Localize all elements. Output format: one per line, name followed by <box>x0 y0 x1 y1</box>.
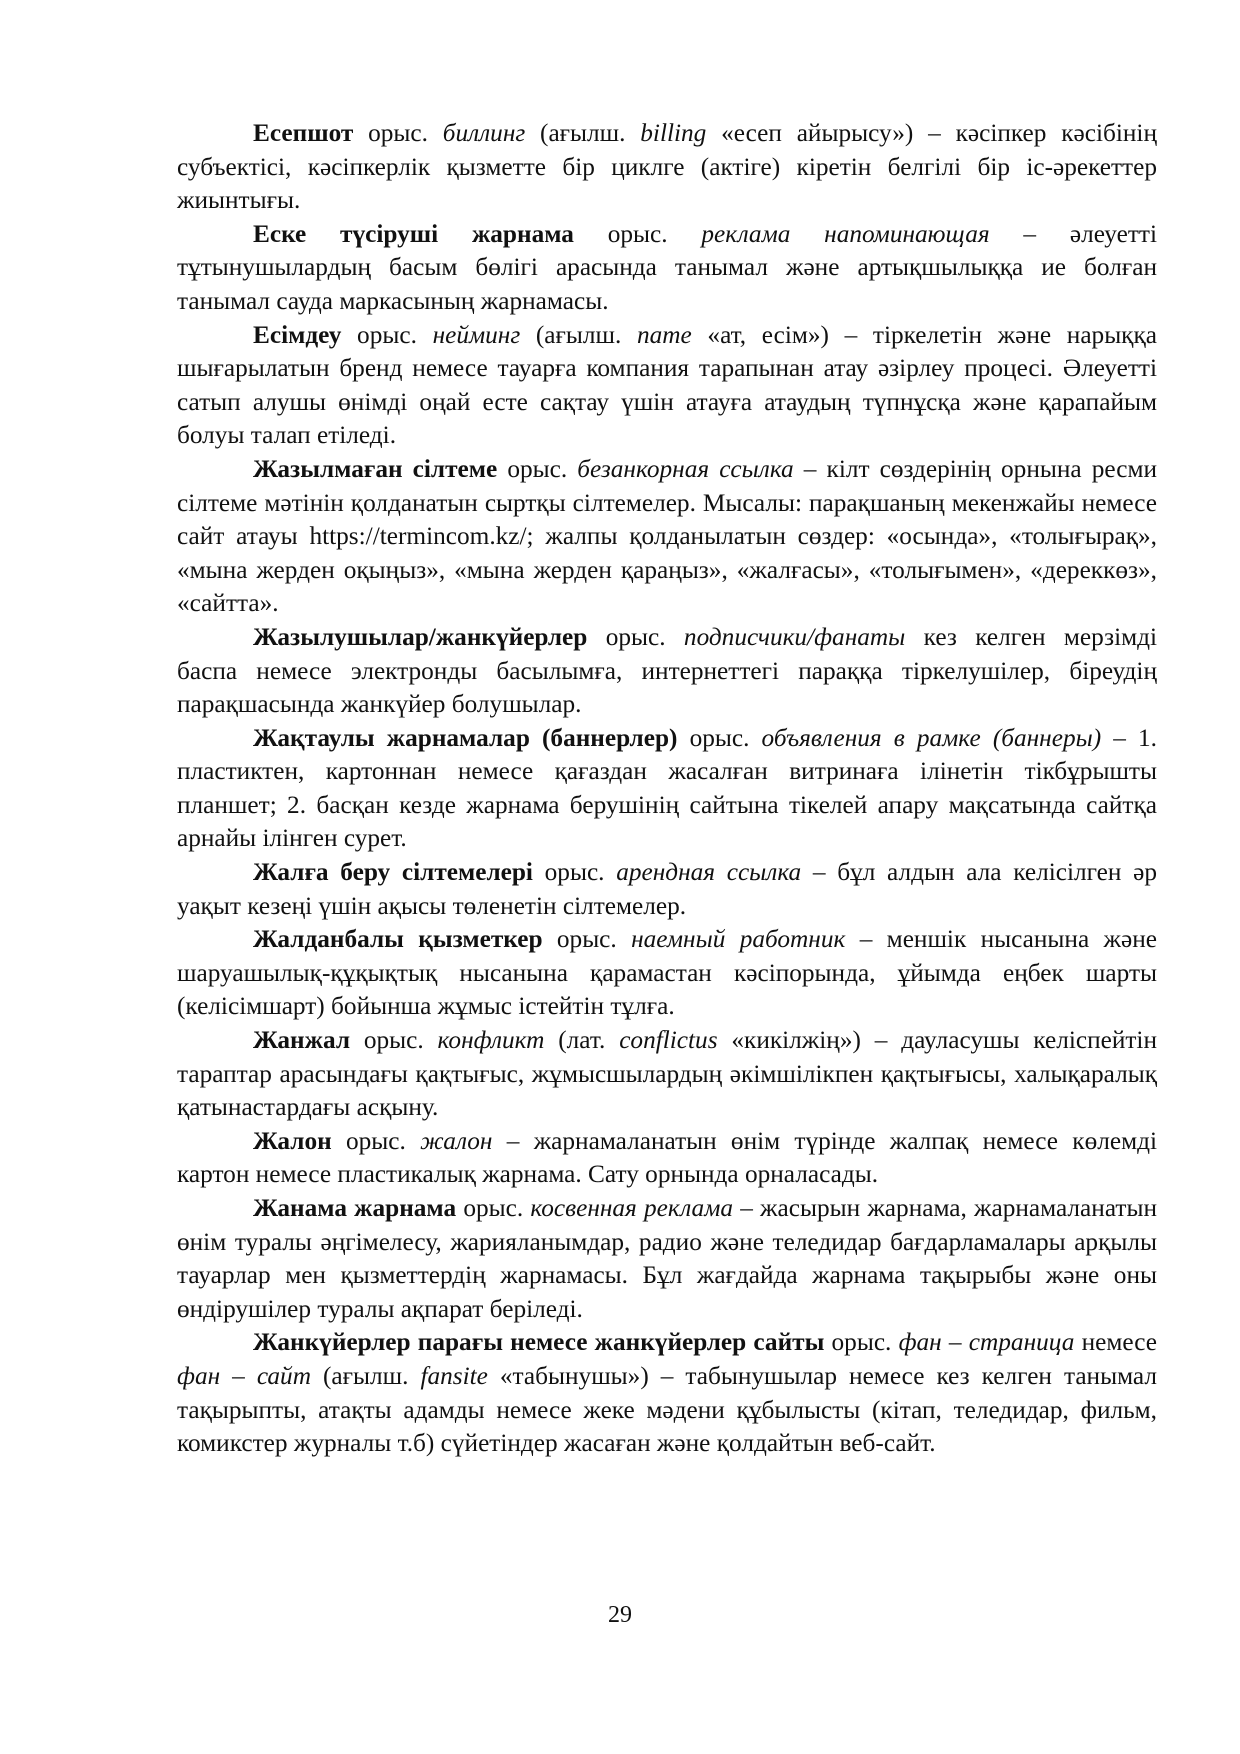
page-number: 29 <box>608 1602 632 1628</box>
entry-term-translation: объявления в рамке (баннеры) <box>761 723 1102 752</box>
entry-text: орыс. <box>587 622 684 651</box>
entry-term: Есімдеу <box>253 320 342 349</box>
glossary-entry <box>177 1326 1157 1460</box>
entry-text: – кілт сөздерінің орнына ресми сілтеме мәтінін қолданатын сыртқы сілтемелер. Мысалы: парақшаның мекенжайы немесе сайт атауы https://termincom.kz/; жалпы қолданылатын сөздер: «осында», «толығырақ», «мына жерден оқыңыз», «мына жерден қараңыз», «жалғасы», «толығымен», «дереккөз», «сайтта». <box>177 454 1158 618</box>
entry-term-translation: арендная ссылка <box>616 858 802 887</box>
entry-text: кез келген мерзімді баспа немесе электронды басылымға, интернеттегі параққа тіркелушілер, біреудің парақшасында жанкүйер болушылар. <box>177 622 1158 719</box>
page-body-text <box>177 117 1157 1461</box>
entry-text: орыс. <box>824 1328 899 1357</box>
entry-term: Жалға беру сілтемелері <box>253 858 533 887</box>
entry-term-translation: жалон <box>420 1126 493 1155</box>
entry-term: Жанжал <box>253 1026 351 1055</box>
entry-text: орыс. <box>532 858 617 887</box>
entry-text: немесе <box>1074 1328 1157 1357</box>
entry-text: орыс. <box>350 1026 438 1055</box>
entry-term: Жазылмаған сілтеме <box>253 454 498 483</box>
entry-term: Жанкүйерлер парағы немесе жанкүйерлер сайты <box>253 1328 825 1357</box>
entry-term: Жазылушылар/жанкүйерлер <box>253 622 588 651</box>
entry-term: Еске түсіруші жарнама <box>253 219 574 248</box>
entry-text: орыс. <box>497 454 578 483</box>
entry-text: – жасырын жарнама, жарнамаланатын өнім туралы әңгімелесу, жарияланымдар, радио және теледидар бағдарламалары арқылы тауарлар мен қызметтердің жарнамасы. Бұл жағдайда жарнама тақырыбы және оны өндірушілер туралы ақпарат беріледі. <box>177 1194 1157 1323</box>
entry-text: (ағылш. <box>525 119 641 147</box>
glossary-entry <box>177 1192 1157 1326</box>
entry-text: орыс. <box>542 925 632 954</box>
entry-term: Жанама жарнама <box>253 1194 457 1222</box>
entry-term-translation: fansite <box>420 1361 488 1390</box>
entry-text: орыс. <box>456 1194 531 1222</box>
entry-text: «табынушы») – табынушылар немесе кез келген танымал тақырыпты, атақты адамды немесе жеке мәдени құбылысты (кітап, теледидар, фильм, комикстер журналы т.б) сүйетіндер жасаған және қолдайтын веб-сайт. <box>177 1361 1158 1458</box>
entry-term-translation: биллинг <box>442 119 526 147</box>
entry-text: «есеп айырысу») – кәсіпкер кәсібінің субъектісі, кәсіпкерлік қызметте бір циклге (актіге) кіретін белгілі бір іс-әрекеттер жиынтығы. <box>177 119 1157 215</box>
entry-text: орыс. <box>331 1126 421 1155</box>
entry-term-translation: безанкорная ссылка <box>577 454 794 483</box>
entry-text: (ағылш. <box>310 1361 421 1390</box>
glossary-entry <box>177 319 1157 453</box>
entry-term-translation: нейминг <box>432 320 521 349</box>
entry-text: орыс. <box>677 723 762 752</box>
glossary-entry <box>177 218 1157 319</box>
entry-text: орыс. <box>353 119 443 147</box>
entry-term-translation: conflictus <box>619 1026 718 1055</box>
glossary-entry <box>177 722 1157 856</box>
glossary-entry <box>177 923 1157 1024</box>
entry-term: Жалданбалы қызметкер <box>253 925 543 954</box>
glossary-entry <box>177 453 1157 621</box>
entry-term-translation: фан – сайт <box>177 1361 311 1390</box>
entry-term-translation: конфликт <box>437 1026 545 1055</box>
entry-term-translation: фан – страница <box>898 1328 1075 1357</box>
entry-term: Жалон <box>253 1126 332 1155</box>
entry-term: Жақтаулы жарнамалар (баннерлер) <box>253 723 678 752</box>
entry-text: (ағылш. <box>520 320 637 349</box>
entry-text: «ат, есім») – тіркелетін және нарыққа шығарылатын бренд немесе тауарға компания тарапынан атау әзірлеу процесі. Әлеуетті сатып алушы өнімді оңай есте сақтау үшін атауға атаудың түпнұсқа және қарапайым болуы талап етіледі. <box>177 320 1157 450</box>
glossary-entry <box>177 1024 1157 1125</box>
entry-term-translation: наемный работник <box>631 925 846 954</box>
entry-text: «кикілжің») – дауласушы келіспейтін тараптар арасындағы қақтығыс, жұмысшылардың әкімшілікпен қақтығысы, халықаралық қатынастардағы асқыну. <box>177 1026 1157 1122</box>
entry-term-translation: реклама напоминающая <box>701 219 990 248</box>
entry-text: – әлеуетті тұтынушылардың басым бөлігі арасында танымал және артықшылыққа ие болған танымал сауда маркасының жарнамасы. <box>177 219 1157 315</box>
glossary-entry <box>177 621 1157 722</box>
entry-term: Есепшот <box>253 119 354 147</box>
entry-text: – жарнамаланатын өнім түрінде жалпақ немесе көлемді картон немесе пластикалық жарнама. Сату орнында орналасады. <box>177 1126 1157 1189</box>
entry-text: – 1. пластиктен, картоннан немесе қағаздан жасалған витринаға ілінетін тікбұрышты планшет; 2. басқан кезде жарнама берушінің сайтына тікелей апару мақсатында сайтқа арнайы ілінген сурет. <box>177 723 1157 853</box>
entry-text: – бұл алдын ала келісілген әр уақыт кезеңі үшін ақысы төленетін сілтемелер. <box>177 858 1158 920</box>
glossary-entry <box>177 856 1157 923</box>
glossary-entry <box>177 117 1157 218</box>
entry-term-translation: подписчики/фанаты <box>683 622 906 651</box>
entry-term-translation: косвенная реклама <box>530 1194 734 1222</box>
entry-term-translation: billing <box>640 119 707 147</box>
entry-text: орыс. <box>573 219 702 248</box>
entry-term-translation: name <box>636 320 692 349</box>
entry-text: (лат. <box>544 1026 620 1055</box>
entry-text: – меншік нысанына және шаруашылық-құқықтық нысанына қарамастан кәсіпорында, ұйымда еңбек шарты (келісімшарт) бойынша жұмыс істейтін тұлға. <box>177 925 1158 1021</box>
glossary-entry <box>177 1125 1157 1192</box>
entry-text: орыс. <box>341 320 433 349</box>
